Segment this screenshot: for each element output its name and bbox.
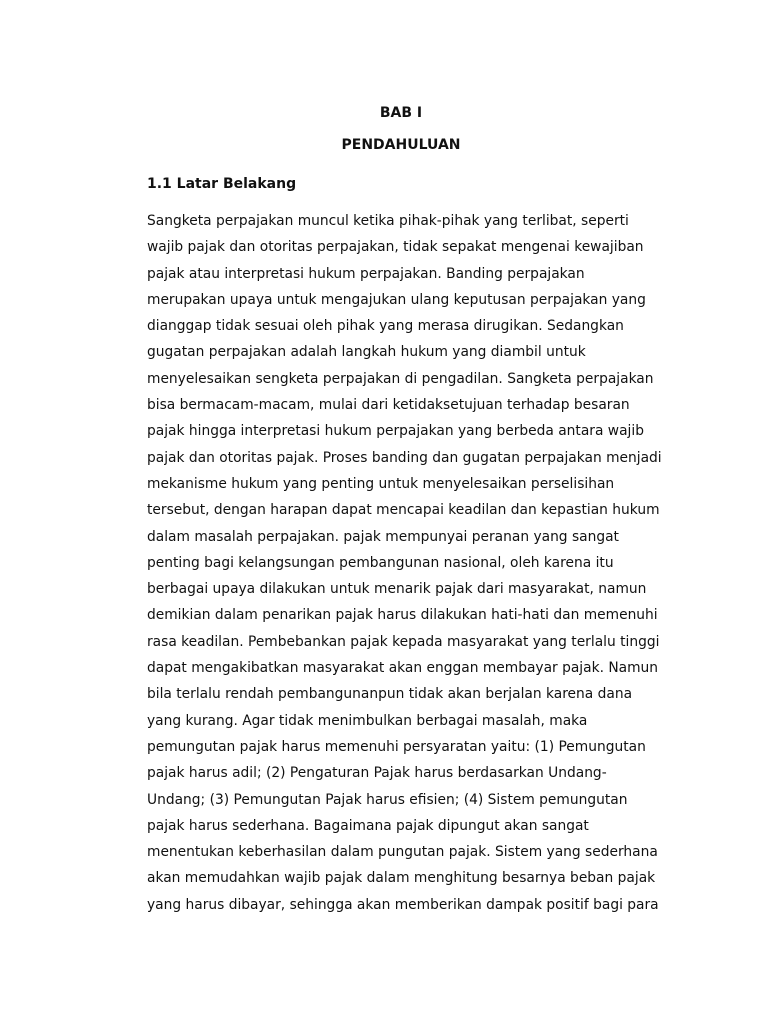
text-line: tersebut, dengan harapan dapat mencapai keadilan dan kepastian hukum bbox=[147, 502, 660, 519]
text-line: mekanisme hukum yang penting untuk menyelesaikan perselisihan bbox=[147, 475, 615, 492]
body-paragraph bbox=[147, 210, 667, 920]
text-line: bisa bermacam-macam, mulai dari ketidaksetujuan terhadap besaran bbox=[147, 397, 630, 414]
text-line: pajak harus adil; (2) Pengaturan Pajak harus berdasarkan Undang- bbox=[147, 765, 607, 782]
text-line: Undang; (3) Pemungutan Pajak harus efisien; (4) Sistem pemungutan bbox=[147, 791, 628, 808]
text-line: pajak atau interpretasi hukum perpajakan. Banding perpajakan bbox=[147, 265, 585, 282]
text-line: pajak hingga interpretasi hukum perpajakan yang berbeda antara wajib bbox=[147, 423, 644, 440]
text-line: menyelesaikan sengketa perpajakan di pengadilan. Sangketa perpajakan bbox=[147, 370, 654, 387]
text-line: merupakan upaya untuk mengajukan ulang keputusan perpajakan yang bbox=[147, 291, 646, 308]
text-line: yang kurang. Agar tidak menimbulkan berbagai masalah, maka bbox=[147, 712, 588, 729]
section-heading: 1.1 Latar Belakang bbox=[147, 176, 297, 192]
chapter-title: PENDAHULUAN bbox=[341, 137, 461, 153]
text-line: dalam masalah perpajakan. pajak mempunyai peranan yang sangat bbox=[147, 528, 619, 545]
text-line: pajak dan otoritas pajak. Proses banding dan gugatan perpajakan menjadi bbox=[147, 449, 662, 466]
text-line: berbagai upaya dilakukan untuk menarik pajak dari masyarakat, namun bbox=[147, 581, 647, 598]
chapter-number: BAB I bbox=[379, 105, 423, 121]
text-line: wajib pajak dan otoritas perpajakan, tidak sepakat mengenai kewajiban bbox=[147, 239, 644, 256]
text-line: dapat mengakibatkan masyarakat akan enggan membayar pajak. Namun bbox=[147, 660, 659, 677]
text-line: menentukan keberhasilan dalam pungutan pajak. Sistem yang sederhana bbox=[147, 844, 658, 861]
text-line: pemungutan pajak harus memenuhi persyaratan yaitu: (1) Pemungutan bbox=[147, 738, 646, 755]
text-line: yang harus dibayar, sehingga akan memberikan dampak positif bagi para bbox=[147, 896, 659, 913]
text-line: dianggap tidak sesuai oleh pihak yang merasa dirugikan. Sedangkan bbox=[147, 318, 624, 335]
text-line: penting bagi kelangsungan pembangunan nasional, oleh karena itu bbox=[147, 554, 614, 571]
text-line: rasa keadilan. Pembebankan pajak kepada masyarakat yang terlalu tinggi bbox=[147, 633, 660, 650]
text-line: gugatan perpajakan adalah langkah hukum yang diambil untuk bbox=[147, 344, 586, 361]
text-line: bila terlalu rendah pembangunanpun tidak akan berjalan karena dana bbox=[147, 686, 633, 703]
text-line: akan memudahkan wajib pajak dalam menghitung besarnya beban pajak bbox=[147, 870, 656, 887]
text-line: demikian dalam penarikan pajak harus dilakukan hati-hati dan memenuhi bbox=[147, 607, 658, 624]
text-line: Sangketa perpajakan muncul ketika pihak-pihak yang terlibat, seperti bbox=[147, 213, 629, 229]
text-line: pajak harus sederhana. Bagaimana pajak dipungut akan sangat bbox=[147, 817, 589, 834]
